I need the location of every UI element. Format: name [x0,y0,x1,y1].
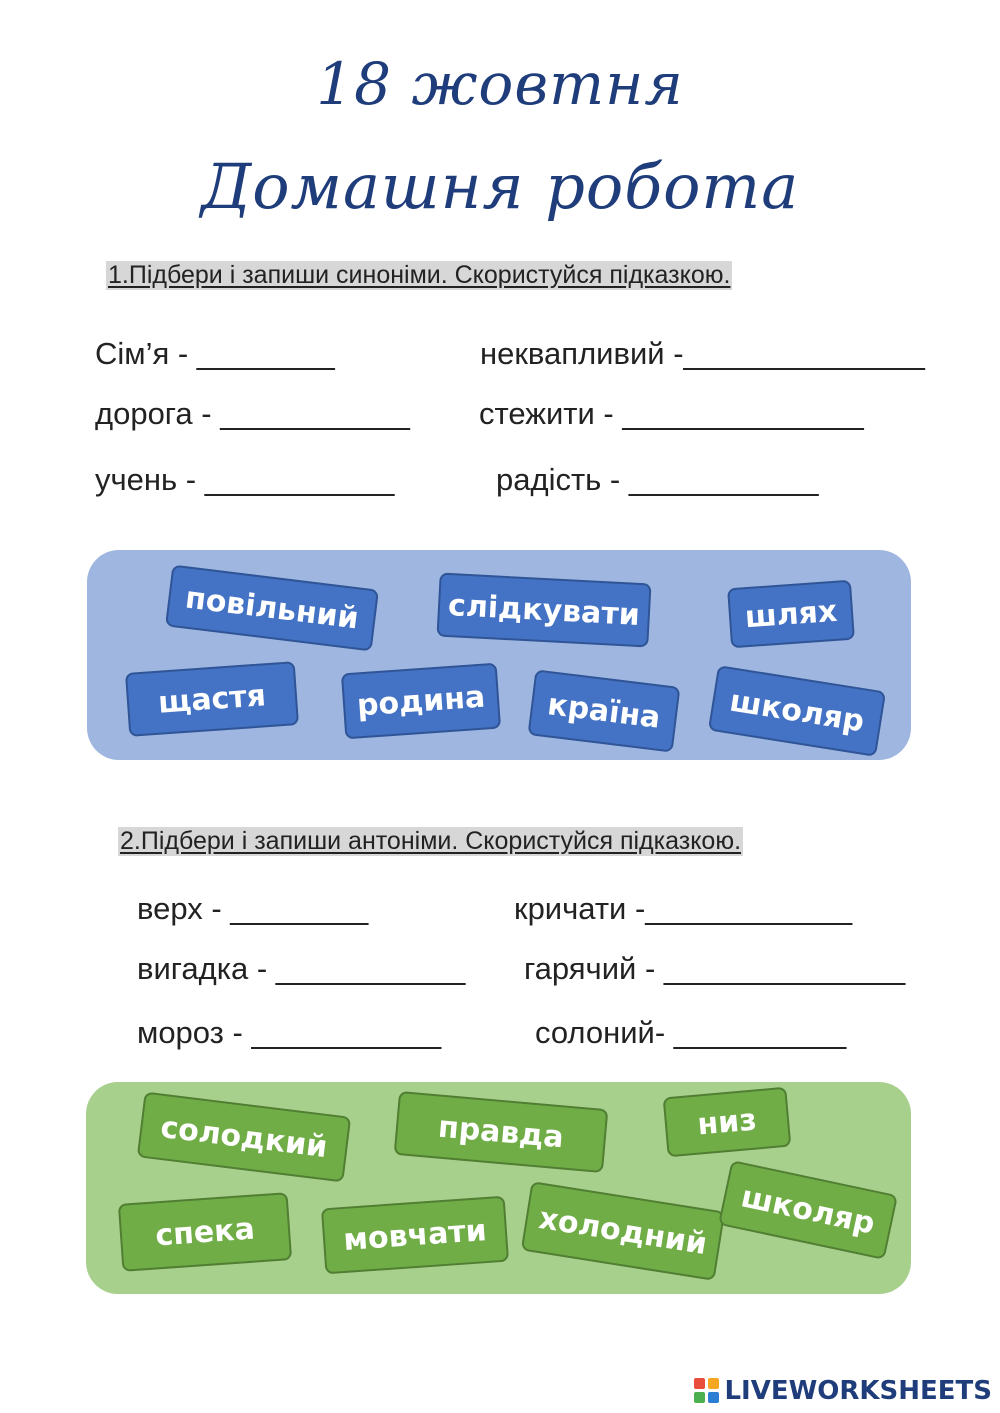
liveworksheets-logo-icon [694,1378,720,1404]
page-title: Домашня робота [200,150,800,223]
hint-tile-movchaty[interactable]: мовчати [321,1196,509,1275]
hint-tile-solodkyi[interactable]: солодкий [137,1092,351,1183]
task1-row2-left[interactable]: дорога - ___________ [95,396,410,431]
hint-tile-speka[interactable]: спека [118,1192,292,1272]
task1-row3-left[interactable]: учень - ___________ [95,462,395,497]
hint-tile-povilnyi[interactable]: повільний [165,565,379,652]
hint-tile-slidkuvaty[interactable]: слідкувати [436,572,651,647]
hint-tile-shliakh[interactable]: шлях [727,580,855,649]
hint-tile-shkoliar-2[interactable]: школяр [718,1160,898,1260]
task2-row3-left[interactable]: мороз - ___________ [137,1015,442,1050]
date-heading: 18 жовтня [316,50,684,118]
task1-row2-right[interactable]: стежити - ______________ [479,396,864,431]
hint-tile-rodyna[interactable]: родина [341,663,501,740]
task2-row2-left[interactable]: вигадка - ___________ [137,951,466,986]
task2-row2-right[interactable]: гарячий - ______________ [524,951,906,986]
liveworksheets-logo-text: LIVEWORKSHEETS [724,1376,992,1406]
task2-instruction: 2.Підбери і запиши антоніми. Скористуйся підказкою. [120,827,742,855]
task2-row1-right[interactable]: кричати -____________ [514,891,853,926]
hint-tile-pravda[interactable]: правда [394,1091,609,1173]
task1-instruction: 1.Підбери і запиши синоніми. Скористуйся підказкою. [108,261,731,289]
task1-row1-left[interactable]: Сім’я - ________ [95,336,335,371]
hint-tile-kholodnyi[interactable]: холодний [521,1181,726,1281]
task1-row1-right[interactable]: неквапливий -______________ [480,336,925,371]
task2-row3-right[interactable]: солоний- __________ [535,1015,847,1050]
liveworksheets-logo [694,1376,992,1406]
hint-tile-shkoliar[interactable]: школяр [708,665,886,757]
task1-row3-right[interactable]: радість - ___________ [496,462,819,497]
hint-tile-kraina[interactable]: країна [528,669,681,752]
hint-tile-nyz[interactable]: низ [663,1087,792,1158]
task2-row1-left[interactable]: верх - ________ [137,891,369,926]
hint-tile-shchastia[interactable]: щастя [125,661,299,737]
